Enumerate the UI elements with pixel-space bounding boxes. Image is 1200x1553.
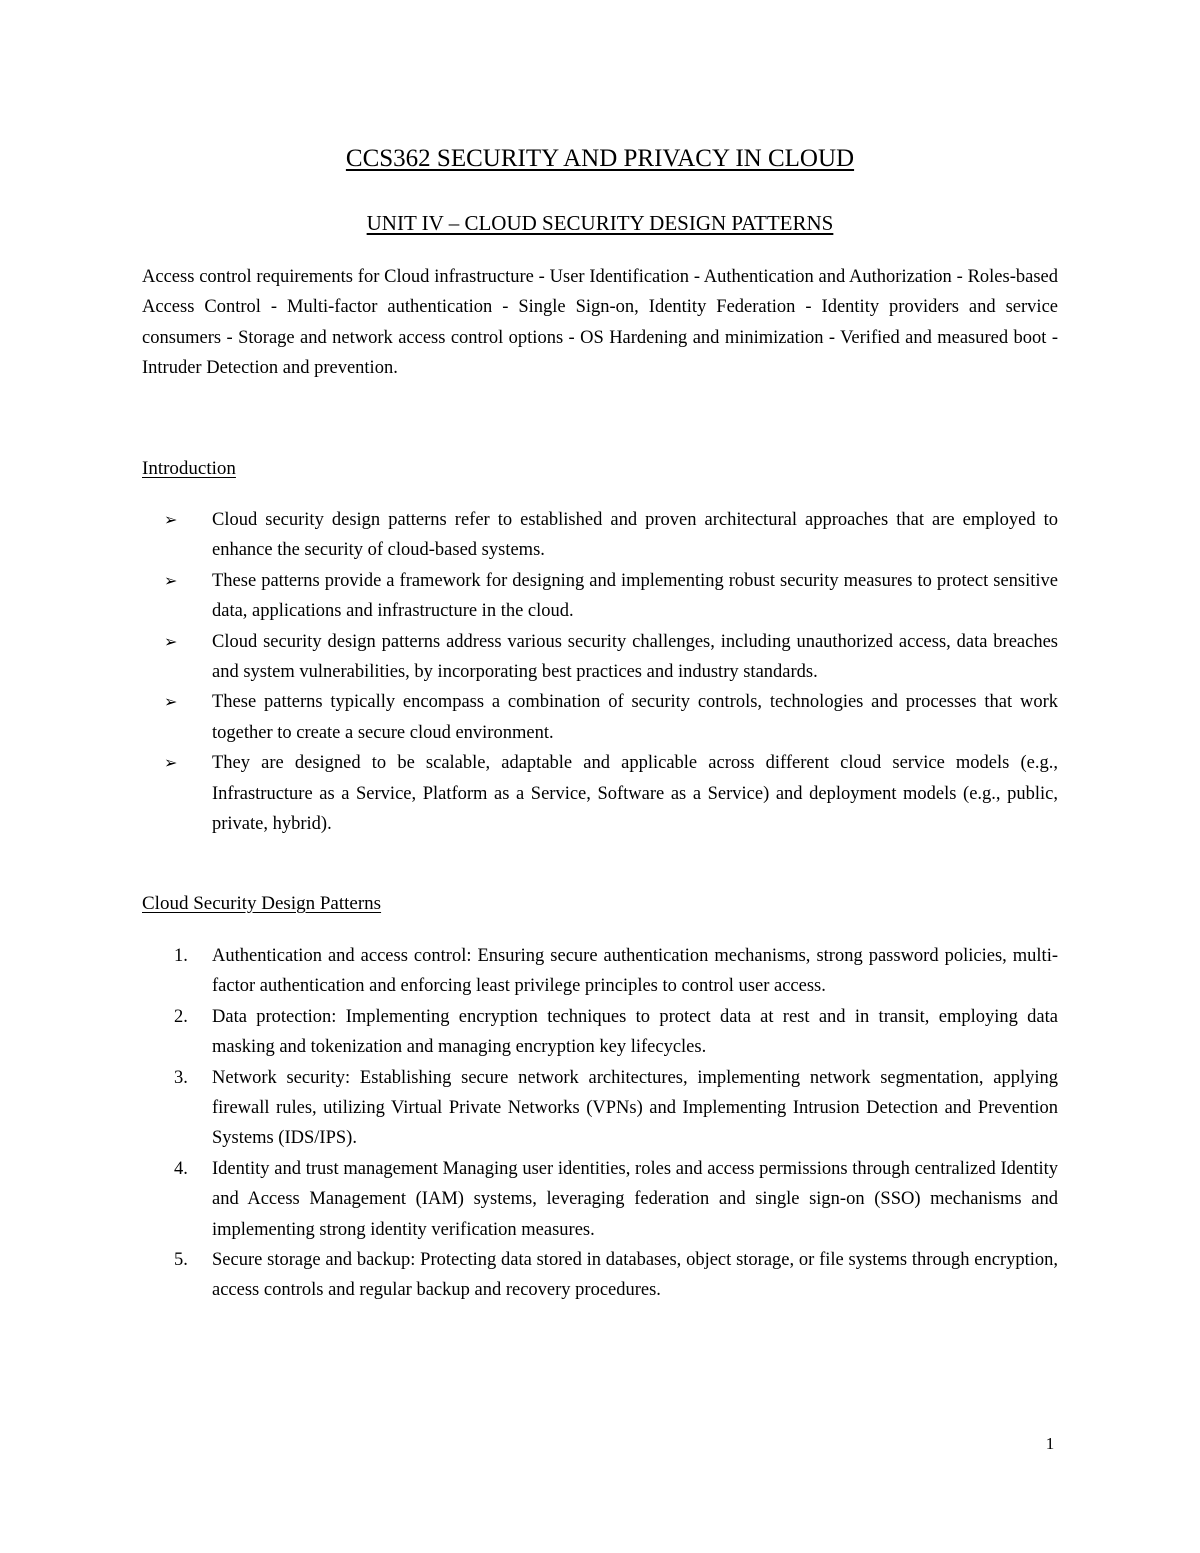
- bullet-text: These patterns provide a framework for designing and implementing robust security measures to protect sensitive data, applications and infrastructure in the cloud.: [212, 570, 1058, 622]
- pattern-text: Network security: Establishing secure network architectures, implementing network segmentation, applying firewall rules, utilizing Virtual Private Networks (VPNs) and Implementing Intrusion Detection and Prevention Systems (IDS/IPS).: [212, 1067, 1058, 1149]
- pattern-text: Data protection: Implementing encryption techniques to protect data at rest and in transit, employing data masking and tokenization and managing encryption key lifecycles.: [212, 1006, 1058, 1058]
- list-item: [142, 627, 1058, 688]
- arrowhead-bullet-icon: ➢: [164, 753, 178, 773]
- list-number: 5.: [174, 1250, 188, 1271]
- list-item: [142, 1154, 1058, 1245]
- patterns-numbered-list: [142, 941, 1058, 1306]
- document-title: CCS362 SECURITY AND PRIVACY IN CLOUD: [345, 145, 855, 172]
- pattern-text: Authentication and access control: Ensuring secure authentication mechanisms, strong password policies, multi-factor authentication and enforcing least privilege principles to control user access.: [212, 946, 1058, 997]
- pattern-text: Identity and trust management Managing user identities, roles and access permissions through centralized Identity and Access Management (IAM) systems, leveraging federation and single sign-on (SSO) mechanisms and implementing strong identity verification measures.: [212, 1158, 1058, 1240]
- patterns-heading: Cloud Security Design Patterns: [142, 893, 382, 914]
- bullet-text: Cloud security design patterns refer to established and proven architectural approaches that are employed to enhance the security of cloud-based systems.: [212, 510, 1058, 561]
- list-item: [142, 566, 1058, 627]
- list-item: [142, 505, 1058, 566]
- arrowhead-bullet-icon: ➢: [164, 631, 178, 651]
- list-item: [142, 1063, 1058, 1154]
- list-item: [142, 687, 1058, 748]
- arrowhead-bullet-icon: ➢: [164, 692, 178, 712]
- list-item: [142, 748, 1058, 839]
- bullet-text: These patterns typically encompass a combination of security controls, technologies and processes that work together to create a secure cloud environment.: [212, 692, 1058, 743]
- syllabus-paragraph: Access control requirements for Cloud infrastructure - User Identification - Authentication and Authorization - Roles-based Access Control - Multi-factor authentication - Single Sign-on, Identity Federation - Identity providers and service consumers - Storage and network access control options - OS Hardening and minimization - Verified and measured boot - Intruder Detection and prevention.: [142, 267, 1058, 379]
- bullet-text: They are designed to be scalable, adaptable and applicable across different cloud service models (e.g., Infrastructure as a Service, Platform as a Service, Software as a Service) and deployment models (e.g., public, private, hybrid).: [212, 753, 1058, 835]
- list-item: [142, 941, 1058, 1002]
- unit-title: UNIT IV – CLOUD SECURITY DESIGN PATTERNS: [366, 211, 834, 235]
- arrowhead-bullet-icon: ➢: [164, 510, 178, 529]
- list-number: 1.: [174, 946, 188, 966]
- arrowhead-bullet-icon: ➢: [164, 570, 178, 590]
- list-item: [142, 1245, 1058, 1306]
- list-number: 2.: [174, 1006, 188, 1027]
- list-number: 4.: [174, 1158, 188, 1179]
- introduction-bullet-list: [142, 505, 1058, 839]
- bullet-text: Cloud security design patterns address various security challenges, including unauthorized access, data breaches and system vulnerabilities, by incorporating best practices and industry standards.: [212, 631, 1058, 683]
- list-item: [142, 1002, 1058, 1063]
- pattern-text: Secure storage and backup: Protecting data stored in databases, object storage, or file systems through encryption, access controls and regular backup and recovery procedures.: [212, 1250, 1058, 1301]
- list-number: 3.: [174, 1067, 188, 1088]
- page-number: 1: [1045, 1434, 1055, 1453]
- introduction-heading: Introduction: [142, 458, 236, 479]
